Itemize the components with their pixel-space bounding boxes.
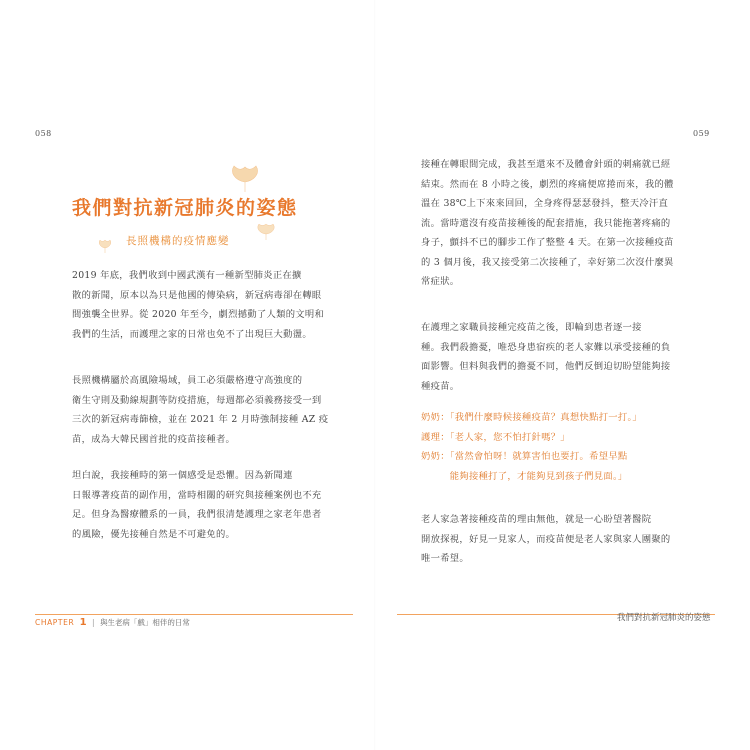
left-paragraph-3	[72, 466, 322, 544]
dialogue-block	[421, 408, 642, 486]
footer-separator: |	[92, 618, 95, 627]
section-footer-title: 我們對抗新冠肺炎的姿態	[617, 613, 711, 623]
text-line: 身子，顫抖不已的腳步工作了整整 4 天。在第一次接種疫苗	[421, 237, 674, 248]
dialogue-line: 護理：「老人家，您不怕打針嗎？」	[421, 431, 570, 443]
text-line: 在護理之家職員接種完疫苗之後，即輪到患者逐一接	[421, 322, 642, 333]
text-line: 衛生守則及動線規劃等防疫措施，每週都必須義務接受一到	[72, 394, 322, 406]
chapter-footer	[35, 617, 190, 628]
dialogue-line: 奶奶：「當然會怕呀！就算害怕也要打。希望早點	[421, 451, 628, 462]
chapter-title: 我們對抗新冠肺炎的姿態	[72, 197, 298, 219]
left-paragraph-2	[72, 371, 329, 449]
left-footer-rule	[35, 614, 353, 615]
chapter-label: CHAPTER	[35, 618, 75, 627]
text-line: 的 3 個月後，我又接受第二次接種了，幸好第二次沒什麼異	[421, 256, 674, 268]
text-line: 溫在 38℃上下來來回回，全身疼得瑟瑟發抖，整天冷汗直	[421, 198, 669, 209]
text-line: 的風險，優先接種自然是不可避免的。	[72, 528, 236, 540]
text-line: 坦白說，我接種時的第一個感受是恐懼。因為新聞連	[72, 470, 293, 481]
text-line: 足。但身為醫療體系的一員，我們很清楚護理之家老年患者	[72, 509, 322, 520]
chapter-number: 1	[79, 617, 87, 628]
text-line: 開放探視，好見一見家人，而疫苗便是老人家與家人團聚的	[421, 533, 671, 545]
text-line: 日報導著疫苗的副作用，當時相關的研究與接種案例也不充	[72, 489, 322, 501]
text-line: 苗，成為大韓民國首批的疫苗接種者。	[72, 433, 236, 445]
left-page-number: 058	[35, 129, 52, 138]
chapter-subtitle: 長照機構的疫情應變	[126, 235, 230, 247]
text-line: 種疫苗。	[421, 380, 460, 392]
chapter-footer-title: 與生老病「戲」相伴的日常	[99, 618, 190, 627]
right-paragraph-1	[421, 155, 676, 292]
text-line: 流。當時還沒有疫苗接種後的配套措施，我只能拖著疼痛的	[421, 217, 671, 229]
text-line: 唯一希望。	[421, 553, 469, 564]
right-page-number: 059	[693, 129, 710, 138]
ginkgo-leaf-icon	[97, 239, 113, 254]
ginkgo-leaf-icon	[255, 222, 277, 242]
dialogue-line: 能夠接種打了，才能夠見到孩子們見面。」	[421, 470, 628, 482]
text-line: 結束。然而在 8 小時之後，劇烈的疼痛便席捲而來，我的體	[421, 178, 674, 190]
page-gutter	[374, 0, 376, 750]
text-line: 種。我們殺擔憂，唯恐身患宿疾的老人家難以承受接種的負	[421, 341, 671, 353]
right-paragraph-3	[421, 510, 676, 569]
text-line: 面影響。但料與我們的擔憂不同，他們反倒迫切盼望能夠接	[421, 361, 671, 372]
text-line: 長照機構屬於高風險場域，員工必須嚴格遵守高強度的	[72, 375, 303, 386]
text-line: 接種在轉眼間完成，我甚至還來不及體會針頭的刺痛就已經	[421, 159, 671, 170]
right-paragraph-2	[421, 318, 676, 396]
text-line: 2019 年底，我們收到中國武漢有一種新型肺炎正在擴	[72, 270, 302, 281]
dialogue-line: 奶奶：「我們什麼時候接種疫苗？真想快點打一打。」	[421, 412, 643, 423]
text-line: 常症狀。	[421, 276, 460, 287]
text-line: 我們的生活，而護理之家的日常也免不了出現巨大動盪。	[72, 328, 312, 340]
ginkgo-leaf-icon	[228, 164, 262, 194]
text-line: 散的新聞，原本以為只是他國的傳染病，新冠病毒卻在轉眼	[72, 289, 322, 301]
text-line: 三次的新冠病毒篩檢，並在 2021 年 2 月時強制接種 AZ 疫	[72, 414, 329, 425]
left-paragraph-1	[72, 266, 325, 344]
text-line: 間強襲全世界。從 2020 年至今，劇烈撼動了人類的文明和	[72, 309, 325, 320]
text-line: 老人家急著接種疫苗的理由無他，就是一心盼望著醫院	[421, 514, 652, 525]
